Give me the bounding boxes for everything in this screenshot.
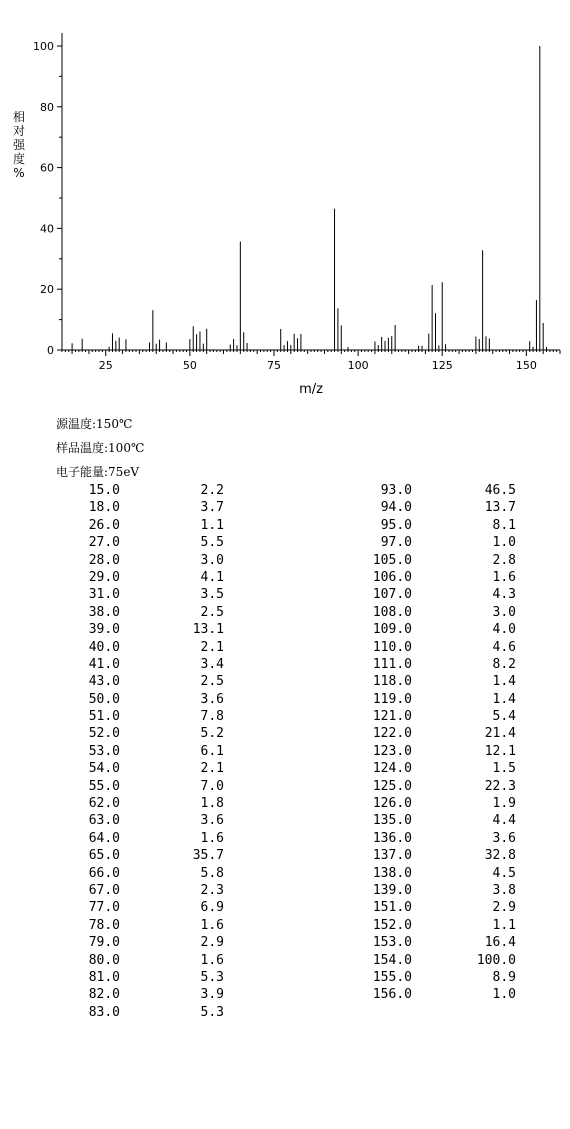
intensity-value: 2.1 [200,639,224,655]
mz-value: 119.0 [372,691,412,707]
intensity-value: 1.6 [492,569,516,585]
table-row [52,673,224,690]
intensity-value: 8.9 [492,969,516,985]
table-row [344,830,516,847]
intensity-value: 2.1 [200,761,224,777]
table-row [52,865,224,882]
table-row [52,778,224,795]
table-row [52,639,224,656]
table-row [52,552,224,569]
intensity-value: 2.9 [492,900,516,916]
x-tick-label: 75 [266,359,281,372]
mz-value: 82.0 [88,987,120,1003]
mz-value: 80.0 [88,952,120,968]
table-row [344,639,516,656]
table-row [52,604,224,621]
table-row [344,986,516,1003]
mz-value: 64.0 [88,830,120,846]
table-row [52,569,224,586]
y-axis-title-char: 对 [12,124,25,138]
sample-temperature: 样品温度:100℃ [56,441,145,455]
table-row [344,743,516,760]
mz-value: 29.0 [88,569,120,585]
table-row [52,952,224,969]
table-row [52,708,224,725]
intensity-value: 1.1 [492,917,516,933]
intensity-value: 5.4 [492,709,516,725]
table-row [344,882,516,899]
mz-value: 136.0 [372,830,412,846]
intensity-value: 3.4 [200,656,224,672]
intensity-value: 4.3 [492,587,516,603]
intensity-value: 3.0 [200,552,224,568]
intensity-value: 3.9 [200,987,224,1003]
mz-value: 154.0 [372,952,412,968]
intensity-value: 1.4 [492,691,516,707]
intensity-value: 2.5 [200,604,224,620]
mz-value: 106.0 [372,569,412,585]
intensity-value: 6.1 [200,743,224,759]
table-row [344,899,516,916]
intensity-value: 32.8 [484,848,516,864]
intensity-value: 4.0 [492,622,516,638]
intensity-value: 1.6 [200,830,224,846]
mz-value: 31.0 [88,587,120,603]
table-row [52,499,224,516]
intensity-value: 1.9 [492,796,516,812]
mz-value: 79.0 [88,935,120,951]
mz-value: 138.0 [372,865,412,881]
table-row [52,760,224,777]
intensity-value: 5.8 [200,865,224,881]
mz-value: 121.0 [372,709,412,725]
intensity-value: 8.1 [492,517,516,533]
mz-value: 108.0 [372,604,412,620]
intensity-value: 4.4 [492,813,516,829]
mz-value: 81.0 [88,969,120,985]
intensity-value: 46.5 [484,483,516,498]
intensity-value: 5.3 [200,969,224,985]
table-row [344,952,516,969]
intensity-value: 2.3 [200,882,224,898]
table-row [52,934,224,951]
table-row [52,621,224,638]
table-row [52,482,224,499]
mz-value: 39.0 [88,622,120,638]
y-tick-label: 20 [40,283,54,297]
intensity-value: 16.4 [484,935,516,951]
table-row [344,708,516,725]
x-axis-title: m/z [299,382,323,397]
spectrum-bars [72,46,546,350]
mz-value: 155.0 [372,969,412,985]
mz-value: 125.0 [372,778,412,794]
intensity-value: 2.5 [200,674,224,690]
table-row [344,691,516,708]
experiment-conditions [56,412,144,484]
table-row [344,517,516,534]
intensity-value: 35.7 [192,848,224,864]
mz-value: 83.0 [88,1004,120,1020]
table-row [344,778,516,795]
mz-value: 135.0 [372,813,412,829]
mz-value: 151.0 [372,900,412,916]
table-row [52,899,224,916]
table-row [52,847,224,864]
mass-spectrum-chart [0,0,570,400]
table-row [344,847,516,864]
table-row [344,795,516,812]
intensity-value: 1.6 [200,952,224,968]
mz-value: 53.0 [88,743,120,759]
mz-value: 28.0 [88,552,120,568]
mz-value: 111.0 [372,656,412,672]
intensity-value: 7.0 [200,778,224,794]
table-row [52,795,224,812]
mz-value: 40.0 [88,639,120,655]
table-row [52,917,224,934]
mz-value: 54.0 [88,761,120,777]
mz-value: 95.0 [380,517,412,533]
x-tick-label: 25 [98,359,113,372]
intensity-value: 6.9 [200,900,224,916]
intensity-value: 1.4 [492,674,516,690]
intensity-value: 8.2 [492,656,516,672]
x-ticks [62,350,560,372]
intensity-value: 100.0 [476,952,516,968]
y-axis-title-char: 度 [12,152,25,166]
mz-value: 63.0 [88,813,120,829]
table-row [344,604,516,621]
mz-value: 41.0 [88,656,120,672]
mz-value: 78.0 [88,917,120,933]
axes [62,33,560,350]
mz-value: 139.0 [372,882,412,898]
mz-value: 77.0 [88,900,120,916]
intensity-value: 3.6 [200,691,224,707]
table-row [52,812,224,829]
table-row [52,517,224,534]
y-axis-title-char: 强 [12,138,25,152]
intensity-value: 1.8 [200,796,224,812]
mz-value: 105.0 [372,552,412,568]
table-row [52,1004,224,1021]
y-tick-label: 80 [40,100,54,114]
mz-value: 97.0 [380,535,412,551]
y-ticks [33,40,62,357]
y-tick-label: 0 [47,344,54,357]
table-row [52,725,224,742]
x-tick-label: 125 [431,359,453,372]
table-row [344,934,516,951]
table-row [344,534,516,551]
y-tick-label: 60 [40,161,54,175]
intensity-value: 3.6 [200,813,224,829]
y-axis-title-char: 相 [12,110,25,124]
mz-value: 38.0 [88,604,120,620]
table-row [344,917,516,934]
mz-value: 107.0 [372,587,412,603]
mz-value: 156.0 [372,987,412,1003]
y-tick-label: 40 [40,222,54,236]
table-row [344,725,516,742]
mz-value: 93.0 [380,483,412,498]
x-tick-label: 150 [515,359,537,372]
electron-energy: 电子能量:75eV [56,465,140,479]
table-row [52,969,224,986]
table-row [344,499,516,516]
table-row [52,656,224,673]
x-tick-label: 50 [182,359,197,372]
table-row [52,830,224,847]
source-temperature: 源温度:150℃ [56,417,133,431]
mz-value: 110.0 [372,639,412,655]
intensity-value: 4.1 [200,569,224,585]
peak-table-right [344,482,516,1004]
mz-value: 51.0 [88,709,120,725]
intensity-value: 3.8 [492,882,516,898]
table-row [344,656,516,673]
table-row [344,552,516,569]
y-tick-label: 100 [33,40,54,53]
table-row [344,586,516,603]
intensity-value: 13.7 [484,500,516,516]
mz-value: 26.0 [88,517,120,533]
mz-value: 94.0 [380,500,412,516]
table-row [52,743,224,760]
mz-value: 43.0 [88,674,120,690]
intensity-value: 21.4 [484,726,516,742]
table-row [52,534,224,551]
table-row [344,760,516,777]
intensity-value: 1.0 [492,987,516,1003]
mz-value: 65.0 [88,848,120,864]
mz-value: 52.0 [88,726,120,742]
intensity-value: 3.6 [492,830,516,846]
mz-value: 126.0 [372,796,412,812]
mz-value: 50.0 [88,691,120,707]
intensity-value: 1.1 [200,517,224,533]
table-row [344,673,516,690]
mz-value: 18.0 [88,500,120,516]
intensity-value: 2.8 [492,552,516,568]
table-row [344,865,516,882]
table-row [344,969,516,986]
table-row [52,586,224,603]
table-row [344,569,516,586]
intensity-value: 3.0 [492,604,516,620]
intensity-value: 12.1 [484,743,516,759]
y-axis-title-char: % [13,166,25,180]
table-row [344,482,516,499]
intensity-value: 3.7 [200,500,224,516]
mz-value: 67.0 [88,882,120,898]
intensity-value: 4.5 [492,865,516,881]
y-axis-title [11,110,27,180]
mz-value: 66.0 [88,865,120,881]
intensity-value: 5.3 [200,1004,224,1020]
intensity-value: 1.5 [492,761,516,777]
intensity-value: 4.6 [492,639,516,655]
mz-value: 123.0 [372,743,412,759]
table-row [52,691,224,708]
table-row [52,882,224,899]
peak-table-left [52,482,224,1021]
intensity-value: 1.6 [200,917,224,933]
mz-value: 153.0 [372,935,412,951]
intensity-value: 2.9 [200,935,224,951]
mz-value: 27.0 [88,535,120,551]
mz-value: 118.0 [372,674,412,690]
x-tick-label: 100 [347,359,369,372]
intensity-value: 2.2 [200,483,224,498]
mz-value: 122.0 [372,726,412,742]
mz-value: 137.0 [372,848,412,864]
mz-value: 152.0 [372,917,412,933]
mz-value: 15.0 [88,483,120,498]
intensity-value: 3.5 [200,587,224,603]
intensity-value: 5.2 [200,726,224,742]
table-row [344,621,516,638]
mz-value: 109.0 [372,622,412,638]
intensity-value: 22.3 [484,778,516,794]
table-row [344,812,516,829]
mz-value: 124.0 [372,761,412,777]
intensity-value: 13.1 [192,622,224,638]
table-row [52,986,224,1003]
intensity-value: 7.8 [200,709,224,725]
intensity-value: 5.5 [200,535,224,551]
mz-value: 62.0 [88,796,120,812]
intensity-value: 1.0 [492,535,516,551]
mz-value: 55.0 [88,778,120,794]
